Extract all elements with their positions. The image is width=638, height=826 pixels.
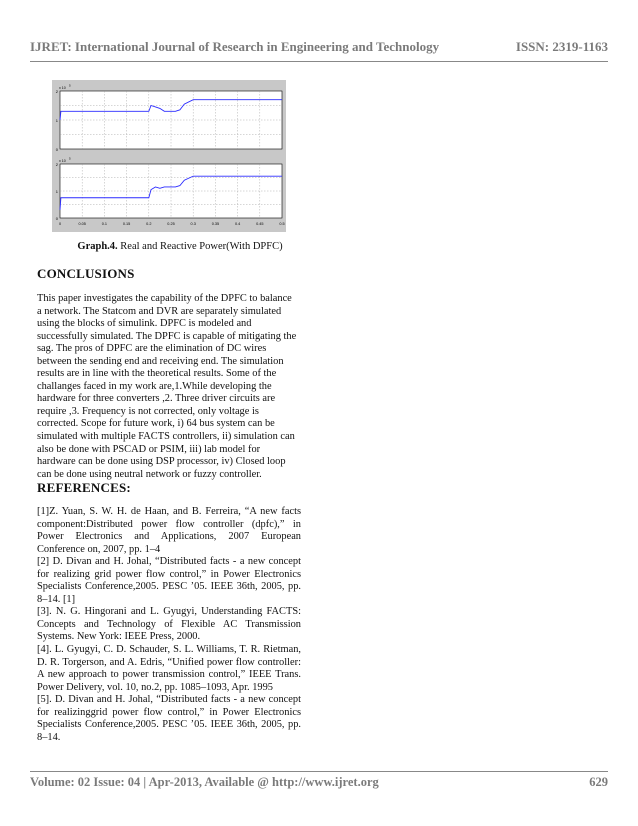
conclusion-line: also be done with PSCAD or PSIM, iii) lab model for bbox=[37, 443, 261, 455]
conclusion-line: between the sending end and receiving end. The simulation bbox=[37, 355, 284, 367]
volume-info: Volume: 02 Issue: 04 | Apr-2013, Available @ http://www.ijret.org bbox=[30, 774, 379, 789]
conclusion-line: simulated with multiple FACTS controllers, ii) simulation can bbox=[37, 431, 295, 443]
x-tick-label: 0.1 bbox=[101, 222, 108, 226]
caption-text: Real and Reactive Power(With DPFC) bbox=[117, 241, 283, 252]
conclusion-line: corrected. Scope for future work, i) 64 bus system can be bbox=[37, 418, 275, 430]
x-tick-label: 0 bbox=[58, 222, 62, 226]
power-chart bbox=[52, 80, 286, 232]
x-tick-label: 0.2 bbox=[146, 222, 152, 226]
axis-multiplier-exponent: 5 bbox=[69, 83, 71, 88]
x-tick-label: 0.25 bbox=[167, 222, 175, 226]
conclusion-line: require ,3. Frequency is not corrected, only voltage is bbox=[37, 405, 259, 417]
y-tick-label: 1 bbox=[55, 118, 58, 123]
references-heading: REFERENCES: bbox=[37, 480, 131, 495]
y-tick-label: 1 bbox=[55, 189, 58, 194]
x-tick-label: 0.35 bbox=[211, 222, 220, 226]
x-tick-label: 0.3 bbox=[190, 222, 196, 226]
journal-title: IJRET: International Journal of Research in Engineering and Technology bbox=[30, 39, 440, 54]
y-tick-label: 2 bbox=[55, 162, 58, 167]
graph-figure bbox=[52, 80, 286, 232]
x-tick-label: 0.15 bbox=[122, 222, 131, 226]
axis-multiplier-exponent: 5 bbox=[69, 156, 71, 161]
y-tick-label: 0 bbox=[55, 147, 58, 152]
x-tick-label: 0.05 bbox=[78, 222, 86, 226]
y-tick-label: 0 bbox=[55, 216, 58, 221]
page-header bbox=[30, 37, 608, 57]
conclusion-line: successfully simulated. The DPFC is capable of mitigating the bbox=[37, 330, 297, 342]
x-tick-label: 0.4 bbox=[234, 222, 241, 226]
conclusion-line: can be done using neutral network or fuzzy controller. bbox=[37, 468, 262, 480]
issn-label: ISSN: 2319-1163 bbox=[515, 39, 608, 54]
y-tick-label: 2 bbox=[55, 89, 58, 94]
axis-multiplier: x 10 bbox=[59, 86, 66, 90]
conclusion-line: hardware for three converters ,2. Three driver circuits are bbox=[37, 393, 276, 405]
header-divider bbox=[30, 61, 608, 62]
reference-item: [5]. D. Divan and H. Johal, “Distributed facts - a new concept for realizinggrid power flow control,” in Power Electronics Specialists Conference,2005. PESC ’05. IEEE 36th, 2005, pp. 8–14. bbox=[37, 694, 301, 743]
conclusion-line: results are in line with the theoretical results. Some of the bbox=[37, 368, 277, 380]
axis-multiplier: x 10 bbox=[59, 159, 66, 163]
footer-divider bbox=[30, 771, 608, 772]
conclusion-line: hardware can be done using DSP processor, iv) Closed loop bbox=[37, 456, 286, 468]
caption-label: Graph.4. bbox=[77, 241, 118, 252]
conclusion-line: using the blocks of simulink. DPFC is modeled and bbox=[37, 318, 252, 330]
conclusion-line: sag. The pros of DPFC are the elimination of DC wires bbox=[37, 343, 267, 355]
page-footer bbox=[30, 773, 608, 791]
conclusion-line: This paper investigates the capability of the DPFC to balance bbox=[37, 293, 292, 304]
reference-item: [2] D. Divan and H. Johal, “Distributed facts - a new concept for realizing grid power flow control,” in Power Electronics Specialists Conference,2005. PESC ’05. IEEE 36th, 2005, pp. 8–14. [1] bbox=[37, 556, 301, 605]
reference-item: [4]. L. Gyugyi, C. D. Schauder, S. L. Williams, T. R. Rietman, D. R. Torgerson, and A. Edris, “Unified power flow controller: A new approach to power transmission control,” IEEE Trans. Power Delivery, vol. 10, no.2, pp. 1085–1093, Apr. 1995 bbox=[37, 644, 301, 693]
x-tick-label: 0.5 bbox=[279, 222, 285, 226]
reference-item: [1]Z. Yuan, S. W. H. de Haan, and B. Ferreira, “A new facts component:Distributed power flow controller (dpfc),” in Power Electronics and Applications, 2007 European Conference on, 2007, pp. 1–4 bbox=[37, 506, 301, 555]
reference-item: [3]. N. G. Hingorani and L. Gyugyi, Understanding FACTS: Concepts and Technology of Flexible AC Transmission Systems. New York: IEEE Press, 2000. bbox=[37, 606, 301, 643]
conclusion-line: a network. The Statcom and DVR are separately simulated bbox=[37, 305, 282, 317]
figure-caption bbox=[62, 241, 298, 252]
conclusion-line: challanges faced in my work are,1.While developing the bbox=[37, 380, 272, 392]
conclusions-heading: CONCLUSIONS bbox=[37, 266, 135, 281]
conclusion-paragraph bbox=[37, 293, 301, 481]
x-tick-label: 0.45 bbox=[256, 222, 264, 226]
page-number: 629 bbox=[589, 774, 608, 789]
reference-list bbox=[37, 506, 301, 744]
